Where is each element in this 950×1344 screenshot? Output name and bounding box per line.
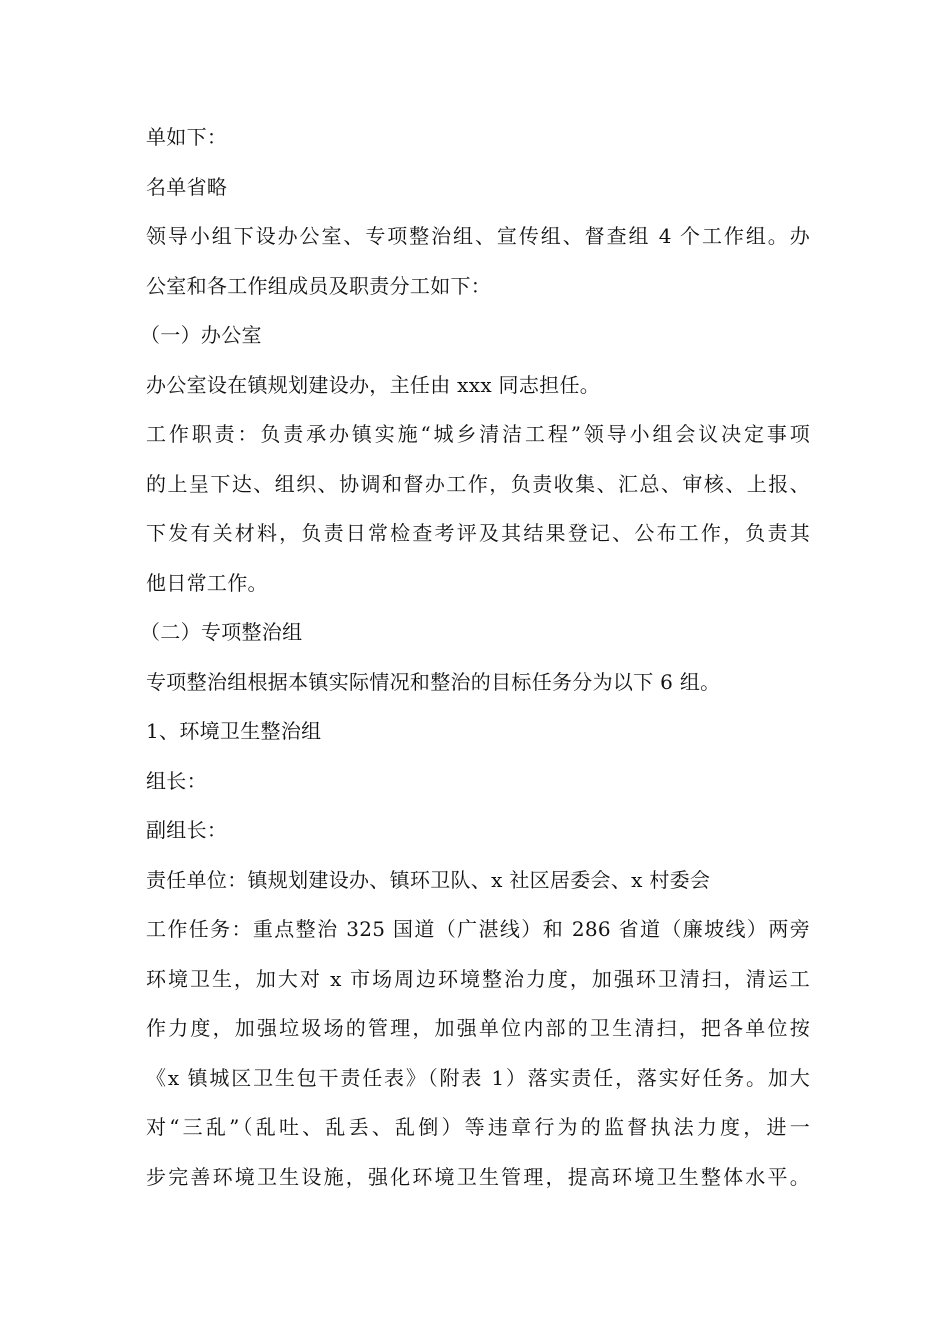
- subsection-heading: 1、环境卫生整治组: [146, 719, 322, 743]
- text-line: 副组长：: [146, 818, 228, 842]
- section-heading: （一）办公室: [140, 323, 262, 347]
- text-line: 作力度，加强垃圾场的管理，加强单位内部的卫生清扫，把各单位按: [146, 1016, 810, 1040]
- text-line: 的上呈下达、组织、协调和督办工作，负责收集、汇总、审核、上报、: [146, 471, 810, 496]
- text-line: 专项整治组根据本镇实际情况和整治的目标任务分为以下 6 组。: [146, 669, 721, 694]
- text-line: 单如下：: [146, 125, 228, 149]
- text-line: 名单省略: [146, 174, 228, 199]
- text-line: 责任单位：镇规划建设办、镇环卫队、x 社区居委会、x 村委会: [146, 867, 711, 892]
- text-line: 环境卫生，加大对 x 市场周边环境整治力度，加强环卫清扫，清运工: [146, 966, 810, 991]
- text-line: 对“三乱”（乱吐、乱丢、乱倒）等违章行为的监督执法力度，进一: [146, 1115, 810, 1139]
- document-body: [140, 113, 810, 1202]
- text-line: 步完善环境卫生设施，强化环境卫生管理，提高环境卫生整体水平。: [146, 1164, 810, 1189]
- text-line: 下发有关材料，负责日常检查考评及其结果登记、公布工作，负责其: [146, 521, 810, 545]
- section-heading: （二）专项整治组: [140, 620, 303, 644]
- text-line: 他日常工作。: [146, 570, 268, 595]
- text-line: 公室和各工作组成员及职责分工如下：: [146, 273, 492, 298]
- text-line: 工作职责：负责承办镇实施“城乡清洁工程”领导小组会议决定事项: [146, 422, 810, 446]
- text-line: 《x 镇城区卫生包干责任表》（附表 1）落实责任，落实好任务。加大: [146, 1065, 810, 1090]
- text-line: 领导小组下设办公室、专项整治组、宣传组、督查组 4 个工作组。办: [146, 224, 810, 248]
- text-line: 工作任务：重点整治 325 国道（广湛线）和 286 省道（廉坡线）两旁: [146, 917, 810, 941]
- text-line: 办公室设在镇规划建设办，主任由 xxx 同志担任。: [146, 372, 601, 397]
- text-line: 组长：: [146, 768, 207, 793]
